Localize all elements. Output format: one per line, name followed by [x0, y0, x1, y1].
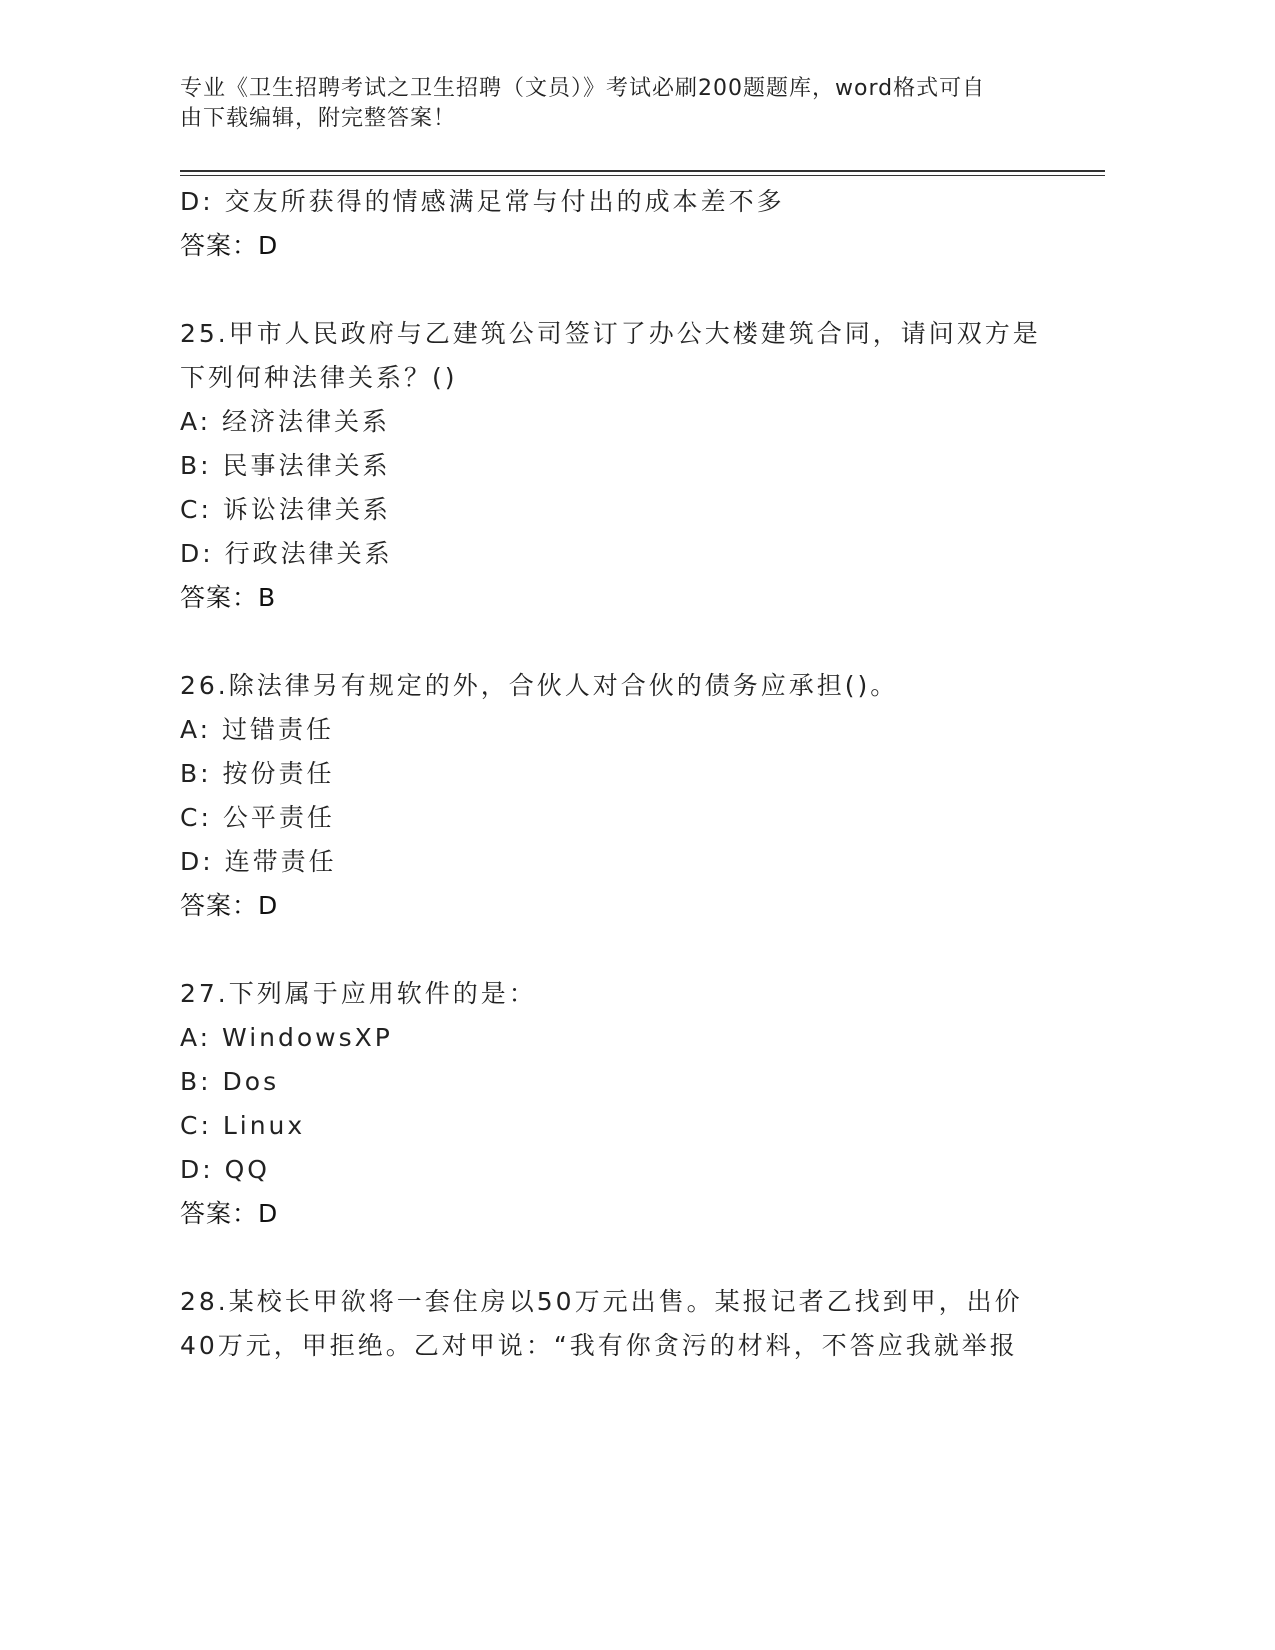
header-line-2: 由下载编辑，附完整答案！ [180, 106, 457, 131]
question-stem-line: 28.某校长甲欲将一套住房以50万元出售。某报记者乙找到甲，出价 [180, 1287, 1023, 1316]
header-divider-thin [180, 175, 1105, 176]
option-b: B: Dos [180, 1067, 280, 1096]
answer-line: 答案：D [180, 891, 279, 920]
question-25 [180, 312, 1040, 620]
option-d: D: QQ [180, 1155, 270, 1184]
option-a: A: 过错责任 [180, 715, 335, 744]
option-d: D: 行政法律关系 [180, 539, 393, 568]
answer-line: 答案：B [180, 583, 277, 612]
spacer [180, 620, 1040, 664]
option-d: D: 连带责任 [180, 847, 337, 876]
question-stem-line: 40万元，甲拒绝。乙对甲说：“我有你贪污的材料，不答应我就举报 [180, 1331, 1018, 1360]
option-c: C: 诉讼法律关系 [180, 495, 391, 524]
prev-question-answer: 答案：D [180, 231, 279, 260]
question-27 [180, 972, 1040, 1236]
spacer [180, 928, 1040, 972]
option-c: C: Linux [180, 1111, 306, 1140]
header-divider-thick [180, 170, 1105, 172]
spacer [180, 268, 1040, 312]
question-stem-line: 下列何种法律关系？() [180, 363, 458, 392]
question-28 [180, 1280, 1040, 1368]
question-stem-line: 25.甲市人民政府与乙建筑公司签订了办公大楼建筑合同，请问双方是 [180, 319, 1041, 348]
question-stem-line: 26.除法律另有规定的外，合伙人对合伙的债务应承担()。 [180, 671, 899, 700]
option-b: B: 按份责任 [180, 759, 335, 788]
spacer [180, 1236, 1040, 1280]
document-header [180, 74, 1040, 134]
header-line-1: 专业《卫生招聘考试之卫生招聘（文员）》考试必刷200题题库，word格式可自 [180, 76, 986, 101]
option-b: B: 民事法律关系 [180, 451, 391, 480]
option-c: C: 公平责任 [180, 803, 335, 832]
answer-line: 答案：D [180, 1199, 279, 1228]
prev-question-option-d: D: 交友所获得的情感满足常与付出的成本差不多 [180, 187, 785, 216]
option-a: A: 经济法律关系 [180, 407, 391, 436]
question-26 [180, 664, 1040, 928]
option-a: A: WindowsXP [180, 1023, 393, 1052]
question-stem-line: 27.下列属于应用软件的是： [180, 979, 537, 1008]
question-content [180, 180, 1040, 1368]
